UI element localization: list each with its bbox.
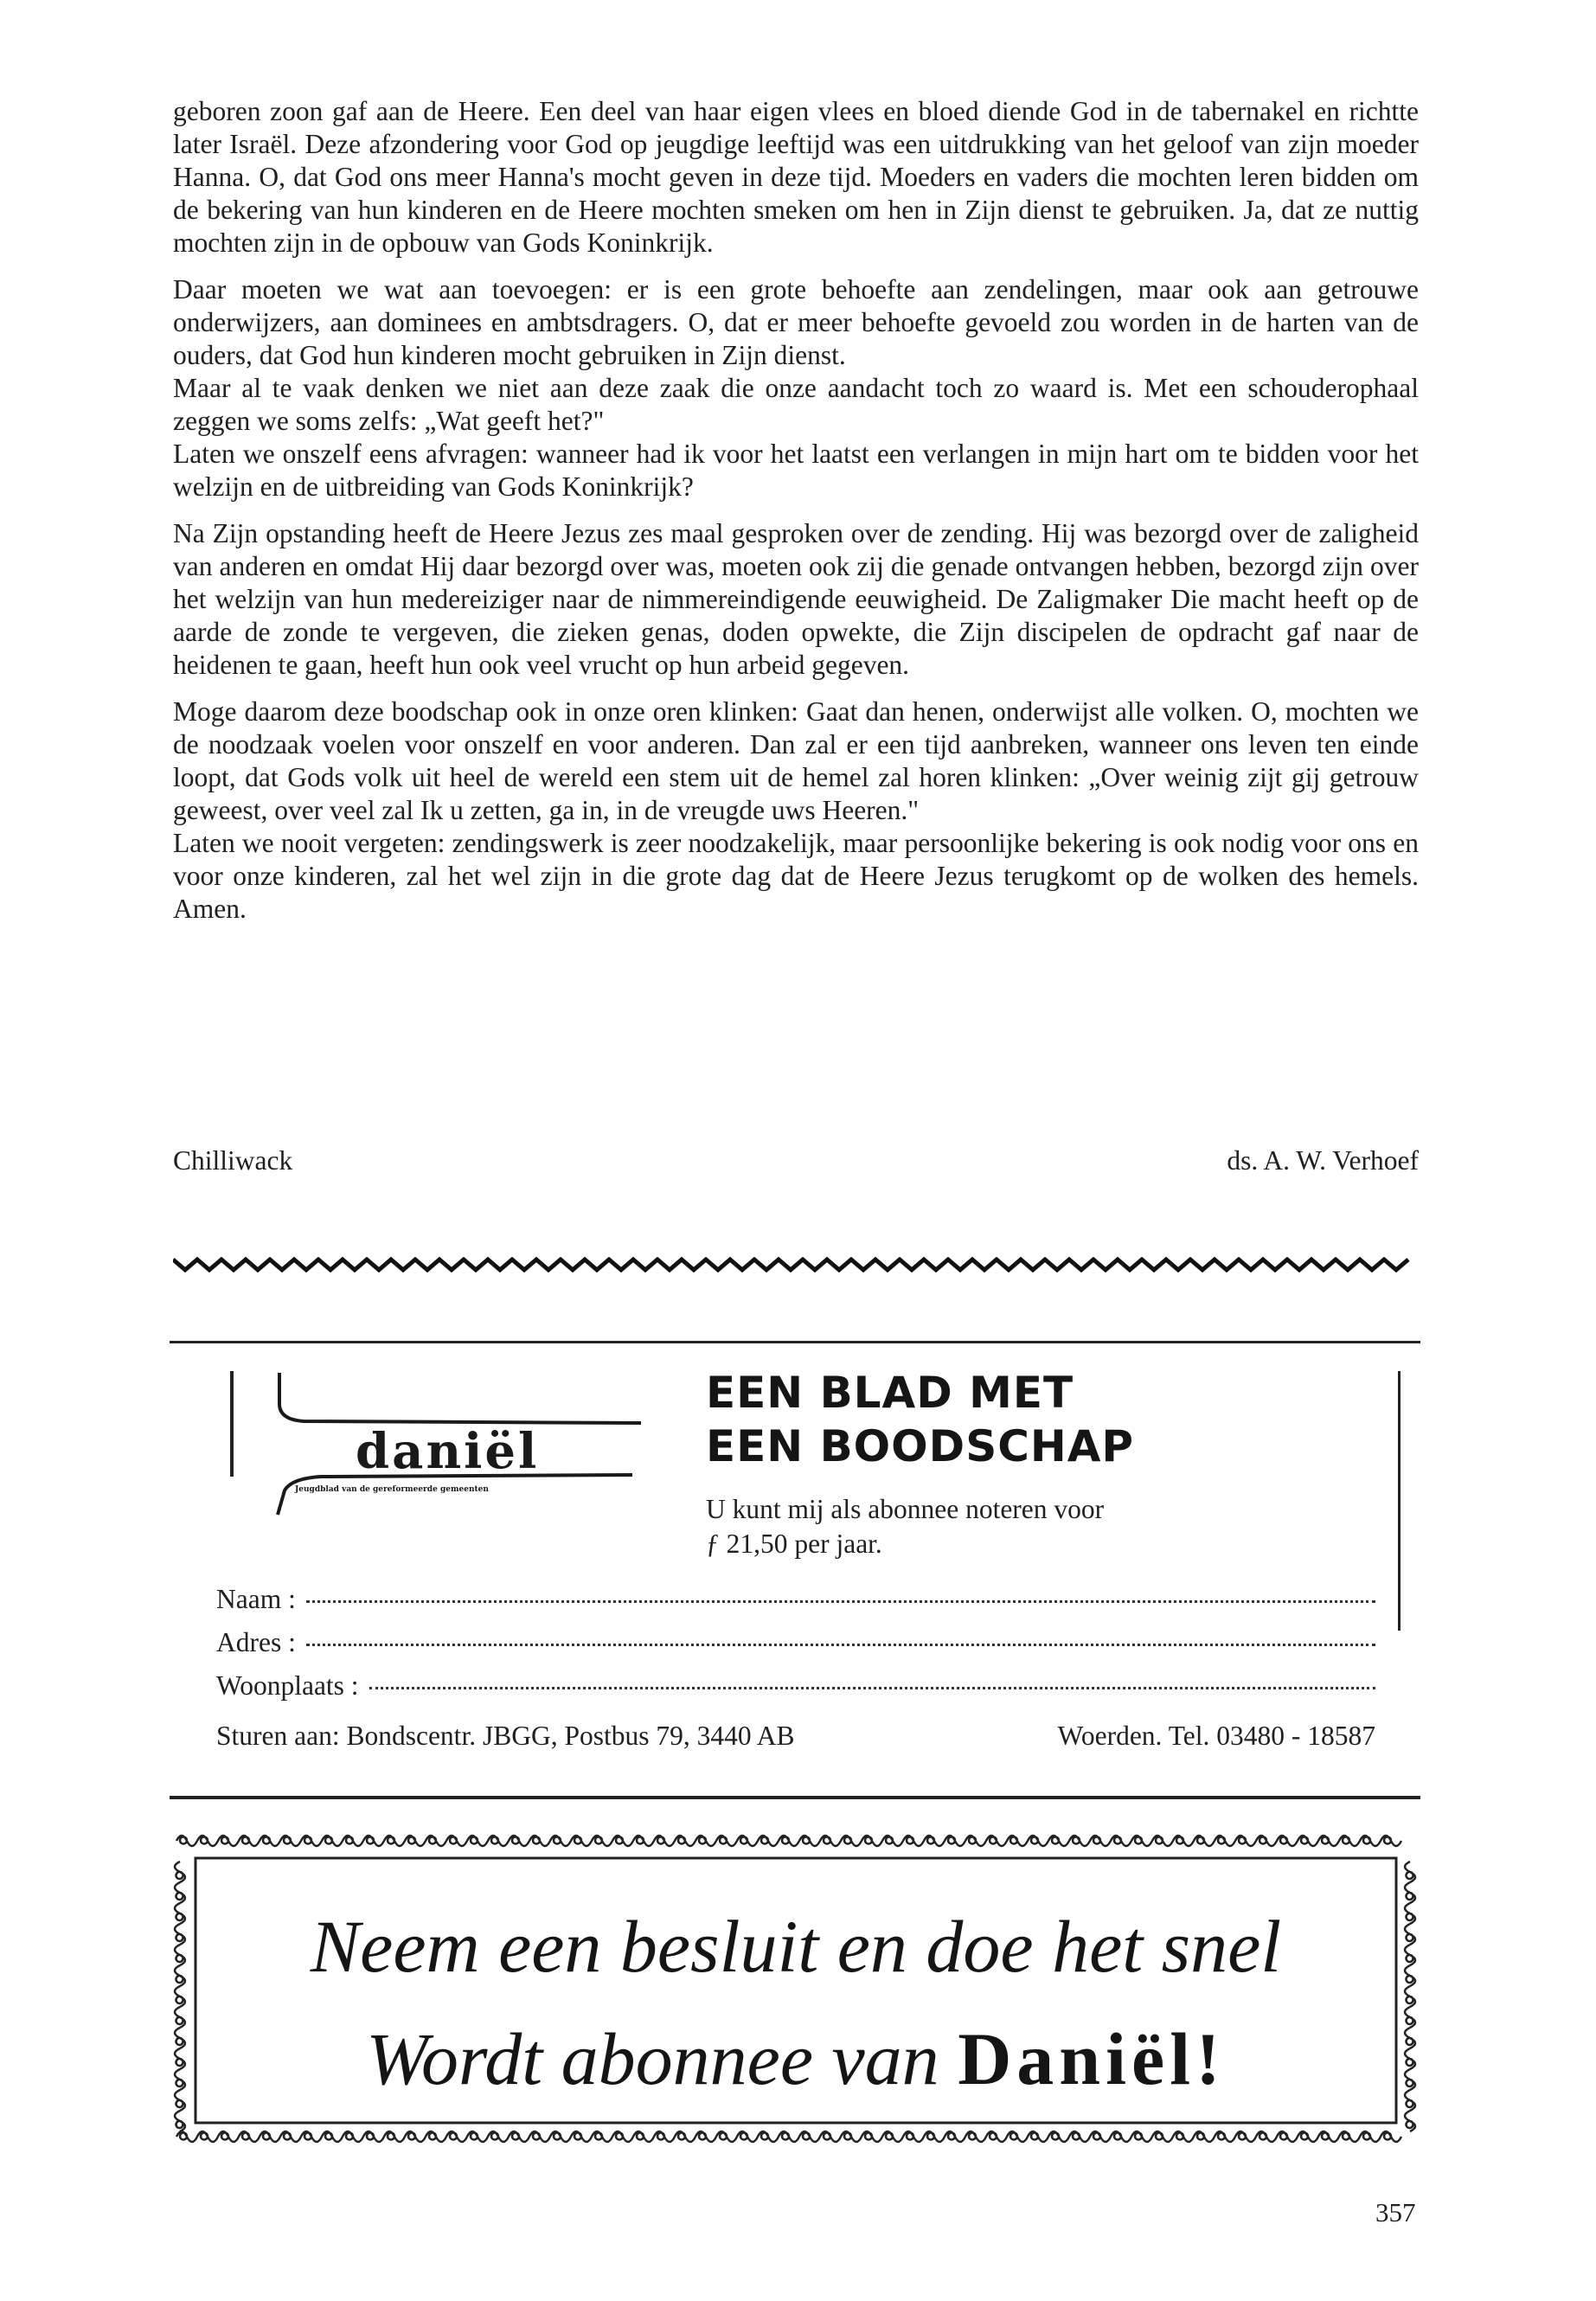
promo-slogan-line1: Neem een besluit en doe het snel (310, 1905, 1282, 1988)
promo-brand: Daniël (958, 2017, 1196, 2100)
headline-line: EEN BOODSCHAP (706, 1421, 1135, 1471)
promo-slogan-line2 (173, 2016, 1419, 2102)
offer-line: U kunt mij als abonnee noteren voor (706, 1494, 1105, 1524)
send-to-address: Sturen aan: Bondscentr. JBGG, Postbus 79, 3440 AB (216, 1721, 795, 1751)
subscription-coupon (170, 1341, 1420, 1799)
offer-price: ƒ 21,50 per jaar. (706, 1529, 882, 1559)
article-paragraph: Moge daarom deze boodschap ook in onze oren klinken: Gaat dan henen, onderwijst alle volken. O, mochten we de noodzaak voelen voor onszelf en voor anderen. Dan zal er een tijd aanbreken, wanneer ons leven ten einde loopt, dat Gods volk uit heel de wereld een stem uit de hemel zal horen klinken: „Over weinig zijt gij getrouw geweest, over veel zal Ik u zetten, ga in, in de vreugde uws Heeren." (173, 696, 1419, 825)
logo-subtitle: Jeugdblad van de gereformeerde gemeenten (295, 1485, 489, 1494)
promo-box (173, 1832, 1419, 2152)
zigzag-divider (173, 1256, 1419, 1273)
promo-slogan-prefix: Wordt abonnee van (366, 2017, 939, 2100)
address-field[interactable] (306, 1644, 1375, 1646)
coupon-form (216, 1584, 1375, 1752)
coupon-left-rule (230, 1371, 234, 1477)
page-number: 357 (1375, 2197, 1416, 2227)
promo-exclamation: ! (1195, 2017, 1226, 2100)
city-field[interactable] (369, 1687, 1375, 1689)
coupon-offer (706, 1492, 1104, 1561)
article-body (173, 95, 1419, 939)
name-label: Naam : (216, 1584, 296, 1614)
article-signoff (173, 1145, 1419, 1176)
coupon-right-rule (1398, 1371, 1401, 1631)
city-label: Woonplaats : (216, 1670, 359, 1701)
ornamental-border-icon (173, 1832, 1419, 2152)
article-author: ds. A. W. Verhoef (1227, 1145, 1419, 1176)
article-paragraph: Na Zijn opstanding heeft de Heere Jezus zes maal gesproken over de zending. Hij was bezorgd over de zaligheid van anderen en omdat Hij daar bezorgd over was, moeten ook zij die genade ontvangen hebben, bezorgd zijn over het welzijn van hun medereiziger naar de nimmereindigende eeuwigheid. De Zaligmaker Die macht heeft op de aarde de zonde te vergeven, die zieken genas, doden opwekte, die Zijn discipelen de opdracht gaf naar de heidenen te gaan, heeft hun ook veel vrucht op hun arbeid gegeven. (173, 518, 1419, 680)
article-paragraph: Maar al te vaak denken we niet aan deze zaak die onze aandacht toch zo waard is. Met een schouderophaal zeggen we soms zelfs: „Wat geeft het?" (173, 373, 1419, 436)
address-label: Adres : (216, 1627, 296, 1657)
article-paragraph: Laten we onszelf eens afvragen: wanneer had ik voor het laatst een verlangen in mijn hart om te bidden voor het welzijn en de uitbreiding van Gods Koninkrijk? (173, 439, 1419, 502)
coupon-headline (706, 1366, 1134, 1473)
send-to-city: Woerden. Tel. 03480 - 18587 (1057, 1721, 1375, 1751)
name-row (216, 1584, 1375, 1627)
headline-line: EEN BLAD MET (706, 1368, 1074, 1418)
logo-title: daniël (356, 1423, 540, 1480)
city-row (216, 1670, 1375, 1714)
article-paragraph: Laten we nooit vergeten: zendingswerk is zeer noodzakelijk, maar persoonlijke bekering is ook nodig voor ons en voor onze kinderen, zal het wel zijn in die grote dag dat de Heere Jezus terugkomt op de wolken des hemels. Amen. (173, 828, 1419, 924)
name-field[interactable] (306, 1600, 1375, 1603)
address-row (216, 1627, 1375, 1670)
send-to-line (216, 1721, 1375, 1752)
article-place: Chilliwack (173, 1145, 293, 1176)
daniel-logo (269, 1369, 650, 1525)
article-paragraph: geboren zoon gaf aan de Heere. Een deel van haar eigen vlees en bloed diende God in de tabernakel en richtte later Israël. Deze afzondering voor God op jeugdige leeftijd was een uitdrukking van het geloof van zijn moeder Hanna. O, dat God ons meer Hanna's mocht geven in deze tijd. Moeders en vaders die mochten leren bidden om de bekering van hun kinderen en de Heere mochten smeken om hen in Zijn dienst te gebruiken. Ja, dat ze nuttig mochten zijn in de opbouw van Gods Koninkrijk. (173, 96, 1419, 258)
article-paragraph: Daar moeten we wat aan toevoegen: er is een grote behoefte aan zendelingen, maar ook aan getrouwe onderwijzers, aan dominees en ambtsdragers. O, dat er meer behoefte gevoeld zou worden in de harten van de ouders, dat God hun kinderen mocht gebruiken in Zijn dienst. (173, 274, 1419, 370)
